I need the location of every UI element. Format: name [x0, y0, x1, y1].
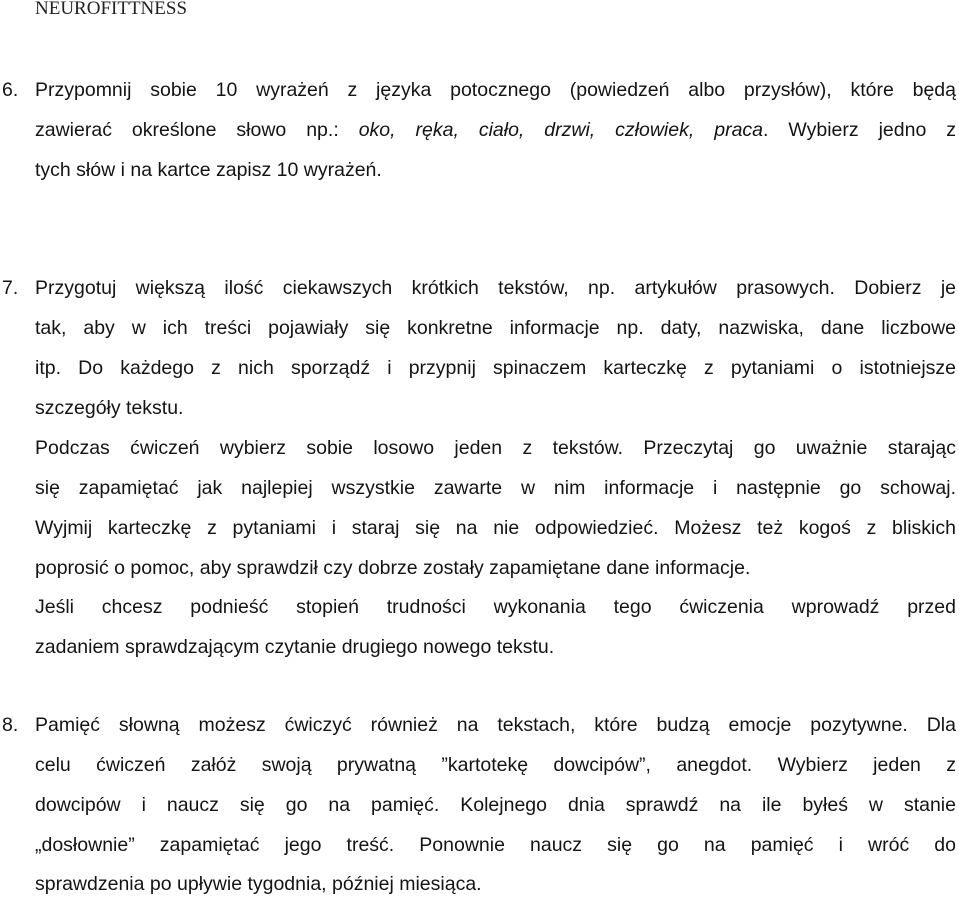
emphasized-words: oko, ręka, ciało, drzwi, człowiek, praca	[358, 119, 764, 141]
text-line: sprawdzenia po upływie tygodnia, później miesiąca.	[35, 873, 482, 895]
text-line	[35, 118, 956, 142]
text-line: Pamięć słowną możesz ćwiczyć również na tekstach, które budzą emocje pozytywne. Dla	[35, 714, 956, 736]
text-fragment: zawierać określone słowo np.:	[35, 119, 359, 141]
text-line: Przypomnij sobie 10 wyrażeń z języka potocznego (powiedzeń albo przysłów), które będą	[35, 79, 956, 101]
item-number: 7.	[2, 277, 19, 299]
text-fragment: . Wybierz jedno z	[763, 119, 957, 141]
text-line: się zapamiętać jak najlepiej wszystkie zawarte w nim informacje i następnie go schowaj.	[35, 477, 956, 499]
item-number: 6.	[2, 79, 19, 101]
text-line: Jeśli chcesz podnieść stopień trudności wykonania tego ćwiczenia wprowadź przed	[35, 596, 956, 618]
text-line: celu ćwiczeń załóż swoją prywatną ”kartotekę dowcipów”, anegdot. Wybierz jeden z	[35, 754, 956, 776]
text-line: Przygotuj większą ilość ciekawszych krótkich tekstów, np. artykułów prasowych. Dobierz je	[35, 277, 956, 299]
text-line: itp. Do każdego z nich sporządź i przypnij spinaczem karteczkę z pytaniami o istotniejsze	[35, 357, 956, 379]
text-line: tak, aby w ich treści pojawiały się konkretne informacje np. daty, nazwiska, dane liczbowe	[35, 317, 956, 339]
document-header: NEUROFITTNESS	[35, 0, 188, 19]
text-line: dowcipów i naucz się go na pamięć. Kolejnego dnia sprawdź na ile byłeś w stanie	[35, 794, 956, 816]
text-line: Wyjmij karteczkę z pytaniami i staraj się na nie odpowiedzieć. Możesz też kogoś z bliskich	[35, 517, 956, 539]
text-line: Podczas ćwiczeń wybierz sobie losowo jeden z tekstów. Przeczytaj go uważnie starając	[35, 437, 956, 459]
text-line: poprosić o pomoc, aby sprawdził czy dobrze zostały zapamiętane dane informacje.	[35, 557, 751, 579]
text-line: „dosłownie” zapamiętać jego treść. Ponownie naucz się go na pamięć i wróć do	[35, 834, 956, 856]
text-line: szczegóły tekstu.	[35, 397, 184, 419]
item-number: 8.	[2, 714, 19, 736]
text-line: tych słów i na kartce zapisz 10 wyrażeń.	[35, 159, 382, 181]
text-line: zadaniem sprawdzającym czytanie drugiego nowego tekstu.	[35, 636, 555, 658]
